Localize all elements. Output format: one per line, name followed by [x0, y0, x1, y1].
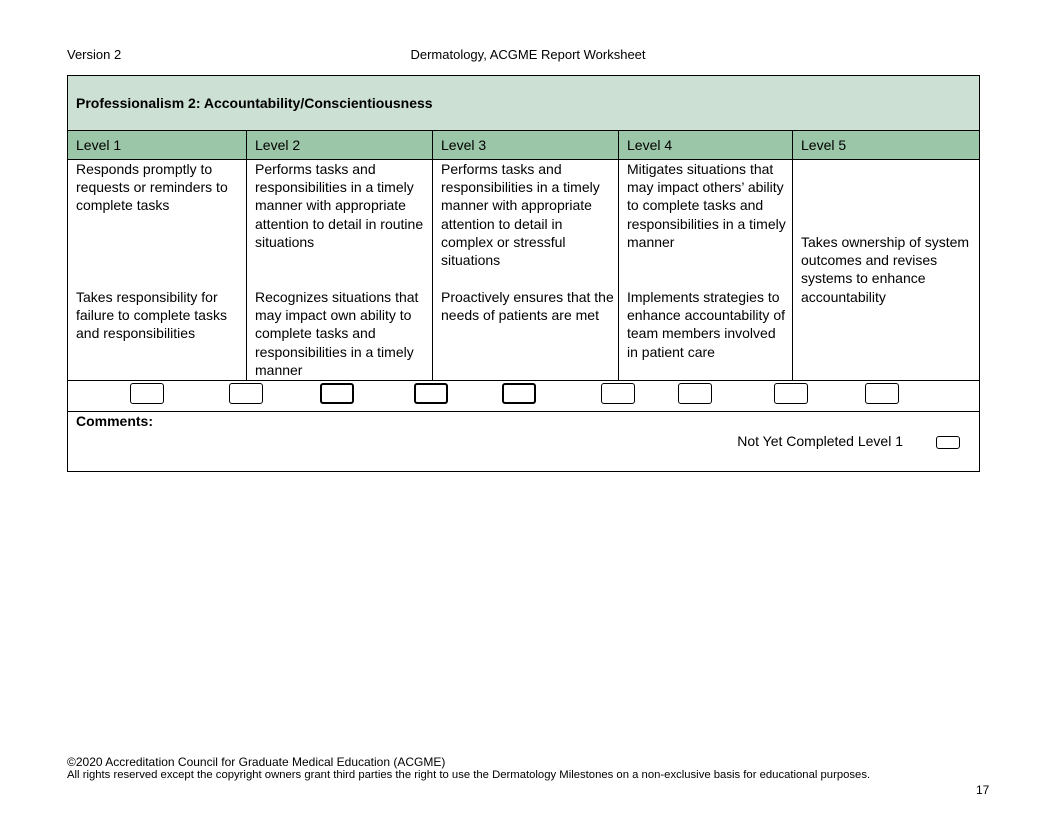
rating-checkbox-9[interactable]	[865, 383, 899, 404]
rating-checkbox-3[interactable]	[320, 383, 354, 404]
section-title: Professionalism 2: Accountability/Conscientiousness	[68, 76, 979, 131]
level-3-cell	[433, 160, 619, 380]
rating-checkbox-row	[68, 381, 979, 412]
rating-checkbox-1[interactable]	[130, 383, 164, 404]
level-2-cell	[247, 160, 433, 380]
not-yet-completed-checkbox[interactable]	[936, 436, 960, 449]
header-title: Dermatology, ACGME Report Worksheet	[410, 47, 646, 62]
not-yet-completed-label: Not Yet Completed Level 1	[737, 433, 903, 449]
rating-checkbox-8[interactable]	[774, 383, 808, 404]
level-2-header: Level 2	[247, 131, 433, 159]
level-3-header: Level 3	[433, 131, 619, 159]
rating-checkbox-6[interactable]	[601, 383, 635, 404]
comments-label: Comments:	[76, 413, 154, 429]
rating-checkbox-4[interactable]	[414, 383, 448, 404]
level-1-top-text: Responds promptly to requests or reminders to complete tasks	[76, 161, 228, 214]
level-4-bottom-text: Implements strategies to enhance accountability of team members involved in patient care	[627, 289, 785, 360]
level-4-header: Level 4	[619, 131, 793, 159]
level-1-header: Level 1	[68, 131, 247, 159]
footer-copyright: ©2020 Accreditation Council for Graduate Medical Education (ACGME)	[67, 755, 446, 769]
level-5-cell	[793, 160, 979, 380]
comments-area[interactable]	[68, 412, 979, 471]
level-3-bottom-text: Proactively ensures that the needs of patients are met	[441, 289, 614, 324]
level-4-top-text: Mitigates situations that may impact others’ ability to complete tasks and responsibilities in a timely manner	[627, 161, 786, 250]
footer-rights: All rights reserved except the copyright owners grant third parties the right to use the Dermatology Milestones on a non-exclusive basis for educational purposes.	[67, 769, 871, 781]
level-5-text: Takes ownership of system outcomes and revises systems to enhance accountability	[801, 234, 970, 305]
level-2-bottom-text: Recognizes situations that may impact own ability to complete tasks and responsibilities in a timely manner	[255, 289, 419, 378]
level-1-bottom-text: Takes responsibility for failure to complete tasks and responsibilities	[76, 289, 227, 342]
level-2-top-text: Performs tasks and responsibilities in a timely manner with appropriate attention to detail in routine situations	[255, 161, 424, 250]
rating-checkbox-5[interactable]	[502, 383, 536, 404]
level-header-row	[68, 131, 979, 160]
rating-checkbox-2[interactable]	[229, 383, 263, 404]
level-descriptions-row	[68, 160, 979, 381]
level-5-header: Level 5	[801, 137, 847, 153]
level-1-cell	[68, 160, 247, 380]
level-4-cell	[619, 160, 793, 380]
rating-checkbox-7[interactable]	[678, 383, 712, 404]
header-version: Version 2	[67, 47, 122, 62]
milestone-table	[67, 75, 980, 472]
level-3-top-text: Performs tasks and responsibilities in a timely manner with appropriate attention to detail in complex or stressful situations	[441, 161, 600, 269]
page-number: 17	[976, 783, 990, 797]
